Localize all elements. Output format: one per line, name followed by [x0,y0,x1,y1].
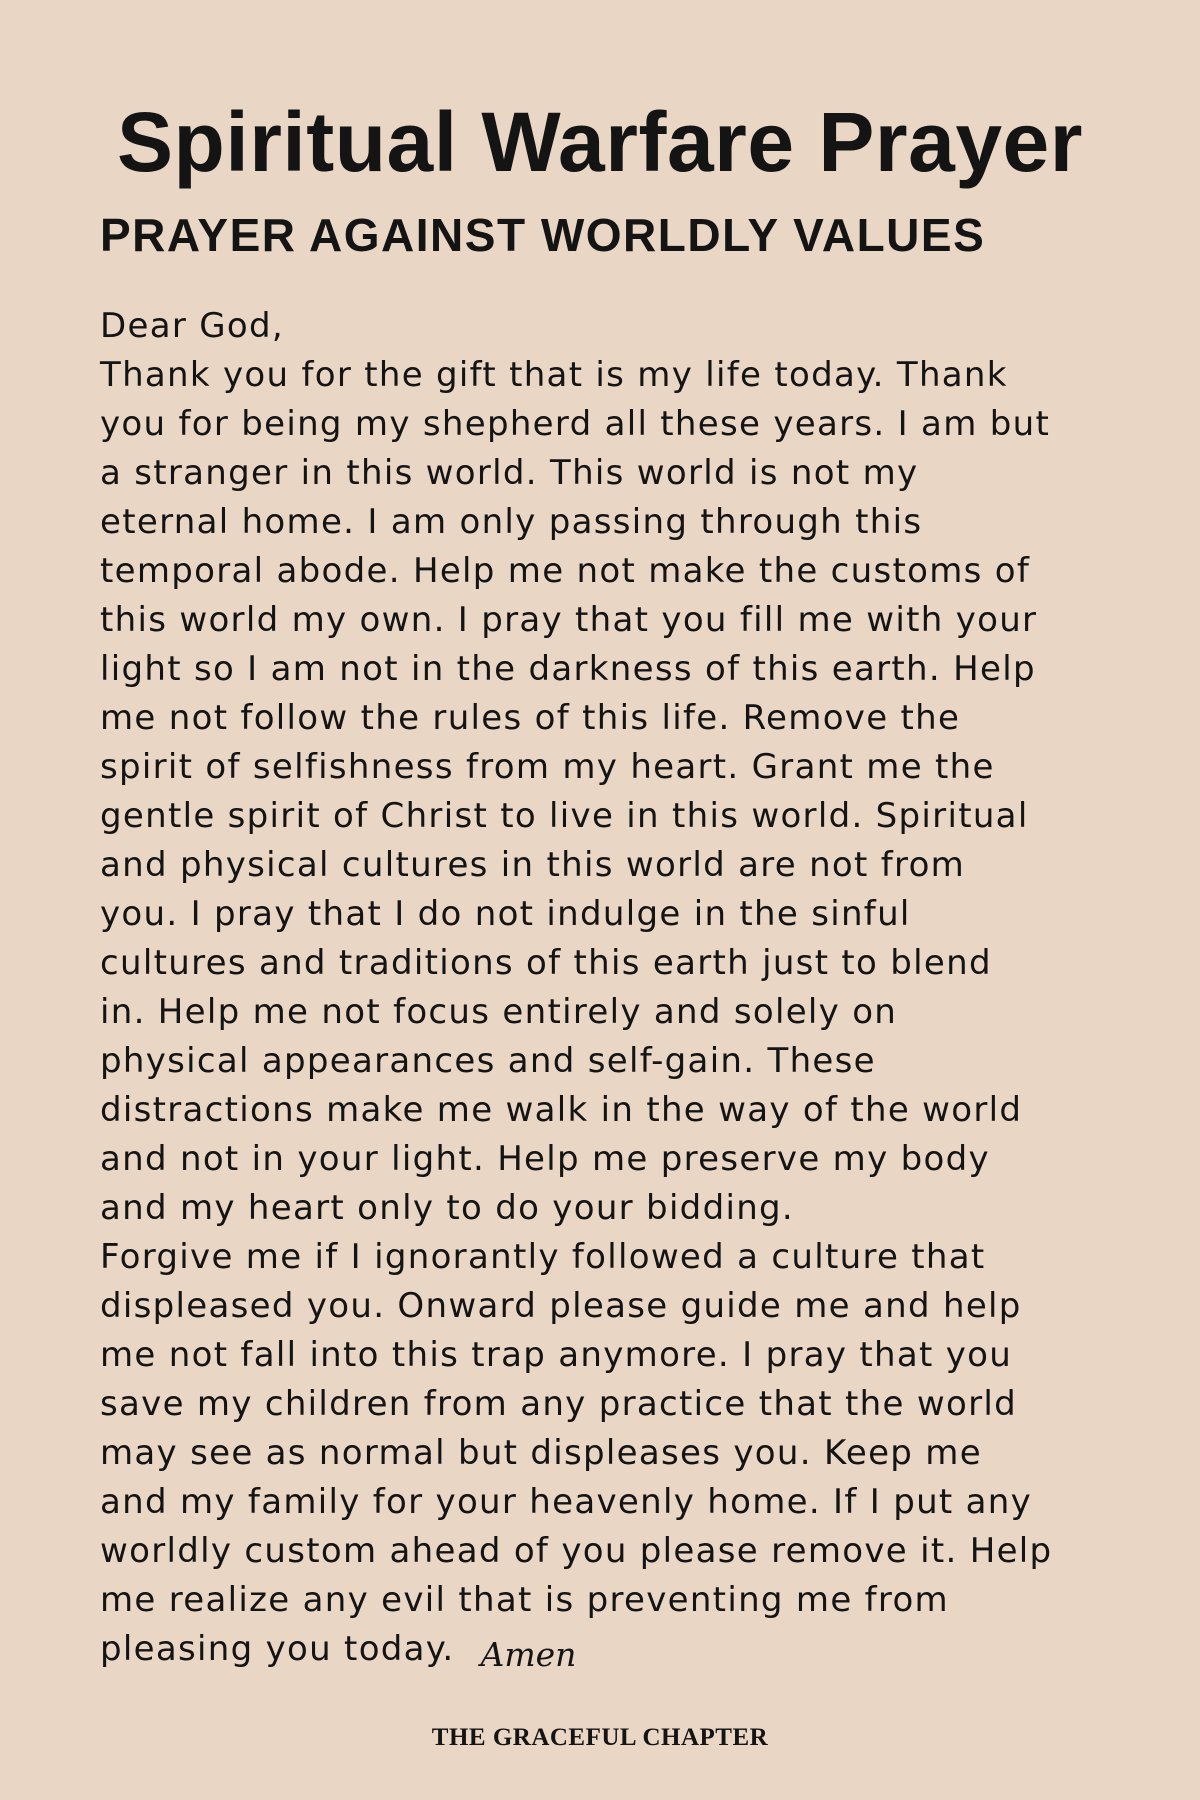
prayer-line: me realize any evil that is preventing me from [100,1580,949,1620]
prayer-line: temporal abode. Help me not make the customs of [100,551,1031,591]
prayer-line: eternal home. I am only passing through this [100,502,923,542]
prayer-line: gentle spirit of Christ to live in this world. Spiritual [100,796,1029,836]
prayer-last-line [100,1625,1160,1679]
prayer-line: save my children from any practice that the world [100,1384,1017,1424]
prayer-line: Dear God, [100,306,284,346]
prayer-line: and not in your light. Help me preserve my body [100,1139,990,1179]
prayer-line: you. I pray that I do not indulge in the sinful [100,894,911,934]
prayer-line: Forgive me if I ignorantly followed a culture that [100,1237,986,1277]
prayer-line: pleasing you today. [100,1629,455,1669]
prayer-line: in. Help me not focus entirely and solely on [100,992,898,1032]
prayer-line: physical appearances and self-gain. These [100,1041,876,1081]
prayer-line: me not follow the rules of this life. Remove the [100,698,961,738]
prayer-line: distractions make me walk in the way of the world [100,1090,1023,1130]
prayer-line: spirit of selfishness from my heart. Grant me the [100,747,995,787]
prayer-line: and my heart only to do your bidding. [100,1188,795,1228]
prayer-line: a stranger in this world. This world is not my [100,453,919,493]
prayer-line: Thank you for the gift that is my life today. Thank [100,355,1008,395]
prayer-line: cultures and traditions of this earth just to blend [100,943,992,983]
prayer-line: light so I am not in the darkness of this earth. Help [100,649,1036,689]
prayer-line: you for being my shepherd all these years. I am but [100,404,1051,444]
page-title: Spiritual Warfare Prayer [117,95,1083,189]
amen-signature: Amen [480,1635,577,1674]
page-subtitle: PRAYER AGAINST WORLDLY VALUES [100,209,986,261]
prayer-body [100,302,1160,1679]
prayer-line: this world my own. I pray that you fill me with your [100,600,1038,640]
prayer-line: me not fall into this trap anymore. I pray that you [100,1335,1013,1375]
prayer-line: displeased you. Onward please guide me and help [100,1286,1022,1326]
prayer-line: and physical cultures in this world are not from [100,845,966,885]
prayer-line: may see as normal but displeases you. Keep me [100,1433,982,1473]
prayer-line: worldly custom ahead of you please remove it. Help [100,1531,1053,1571]
brand-footer: THE GRACEFUL CHAPTER [431,1724,769,1751]
prayer-line: and my family for your heavenly home. If I put any [100,1482,1033,1522]
